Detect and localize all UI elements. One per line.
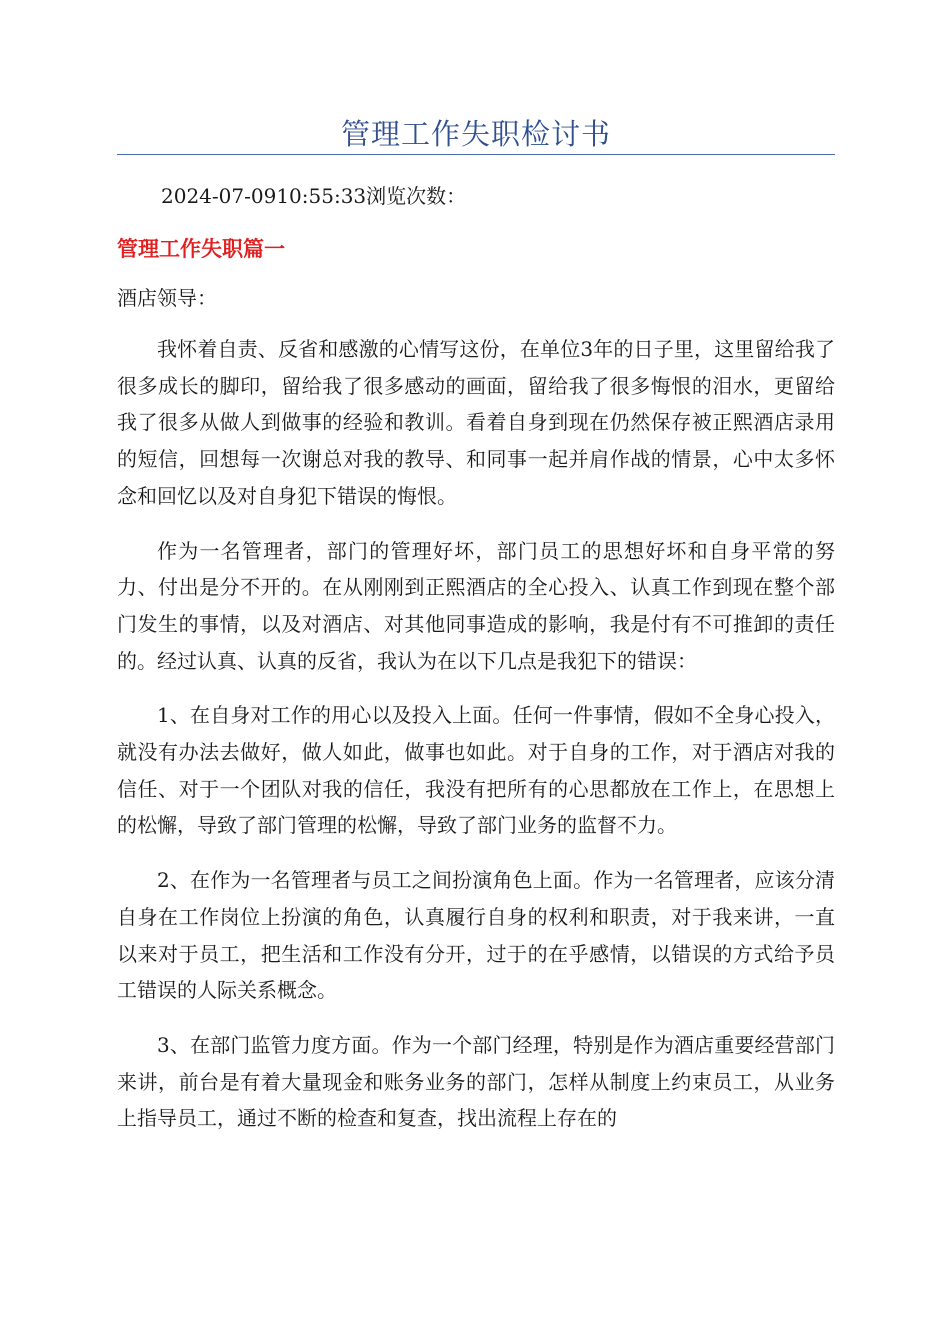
- paragraph: 3、在部门监管力度方面。作为一个部门经理，特别是作为酒店重要经营部门来讲，前台是有着大量现金和账务业务的部门，怎样从制度上约束员工，从业务上指导员工，通过不断的检查和复查，找出流程上存在的: [117, 1032, 835, 1131]
- publish-meta: 2024-07-0910:55:33浏览次数：: [161, 184, 467, 208]
- salutation: 酒店领导：: [117, 286, 217, 310]
- paragraph: 1、在自身对工作的用心以及投入上面。任何一件事情，假如不全身心投入，就没有办法去做好，做人如此，做事也如此。对于自身的工作，对于酒店对我的信任、对于一个团队对我的信任，我没有把所有的心思都放在工作上，在思想上的松懈，导致了部门管理的松懈，导致了部门业务的监督不力。: [117, 703, 835, 838]
- body-text: [117, 331, 835, 1155]
- paragraph: 我怀着自责、反省和感激的心情写这份，在单位3年的日子里，这里留给我了很多成长的脚印，留给我了很多感动的画面，留给我了很多悔恨的泪水，更留给我了很多从做人到做事的经验和教训。看着自身到现在仍然保存被正熙酒店录用的短信，回想每一次谢总对我的教导、和同事一起并肩作战的情景，心中太多怀念和回忆以及对自身犯下错误的悔恨。: [117, 337, 835, 508]
- title-underline: [117, 154, 835, 155]
- paragraph: 2、在作为一名管理者与员工之间扮演角色上面。作为一名管理者，应该分清自身在工作岗位上扮演的角色，认真履行自身的权利和职责，对于我来讲，一直以来对于员工，把生活和工作没有分开，过于的在乎感情，以错误的方式给予员工错误的人际关系概念。: [117, 868, 835, 1003]
- section-heading: 管理工作失职篇一: [117, 237, 285, 261]
- paragraph: 作为一名管理者，部门的管理好坏，部门员工的思想好坏和自身平常的努力、付出是分不开的。在从刚刚到正熙酒店的全心投入、认真工作到现在整个部门发生的事情，以及对酒店、对其他同事造成的影响，我是付有不可推卸的责任的。经过认真、认真的反省，我认为在以下几点是我犯下的错误：: [117, 538, 835, 673]
- document-title: 管理工作失职检讨书: [340, 117, 611, 151]
